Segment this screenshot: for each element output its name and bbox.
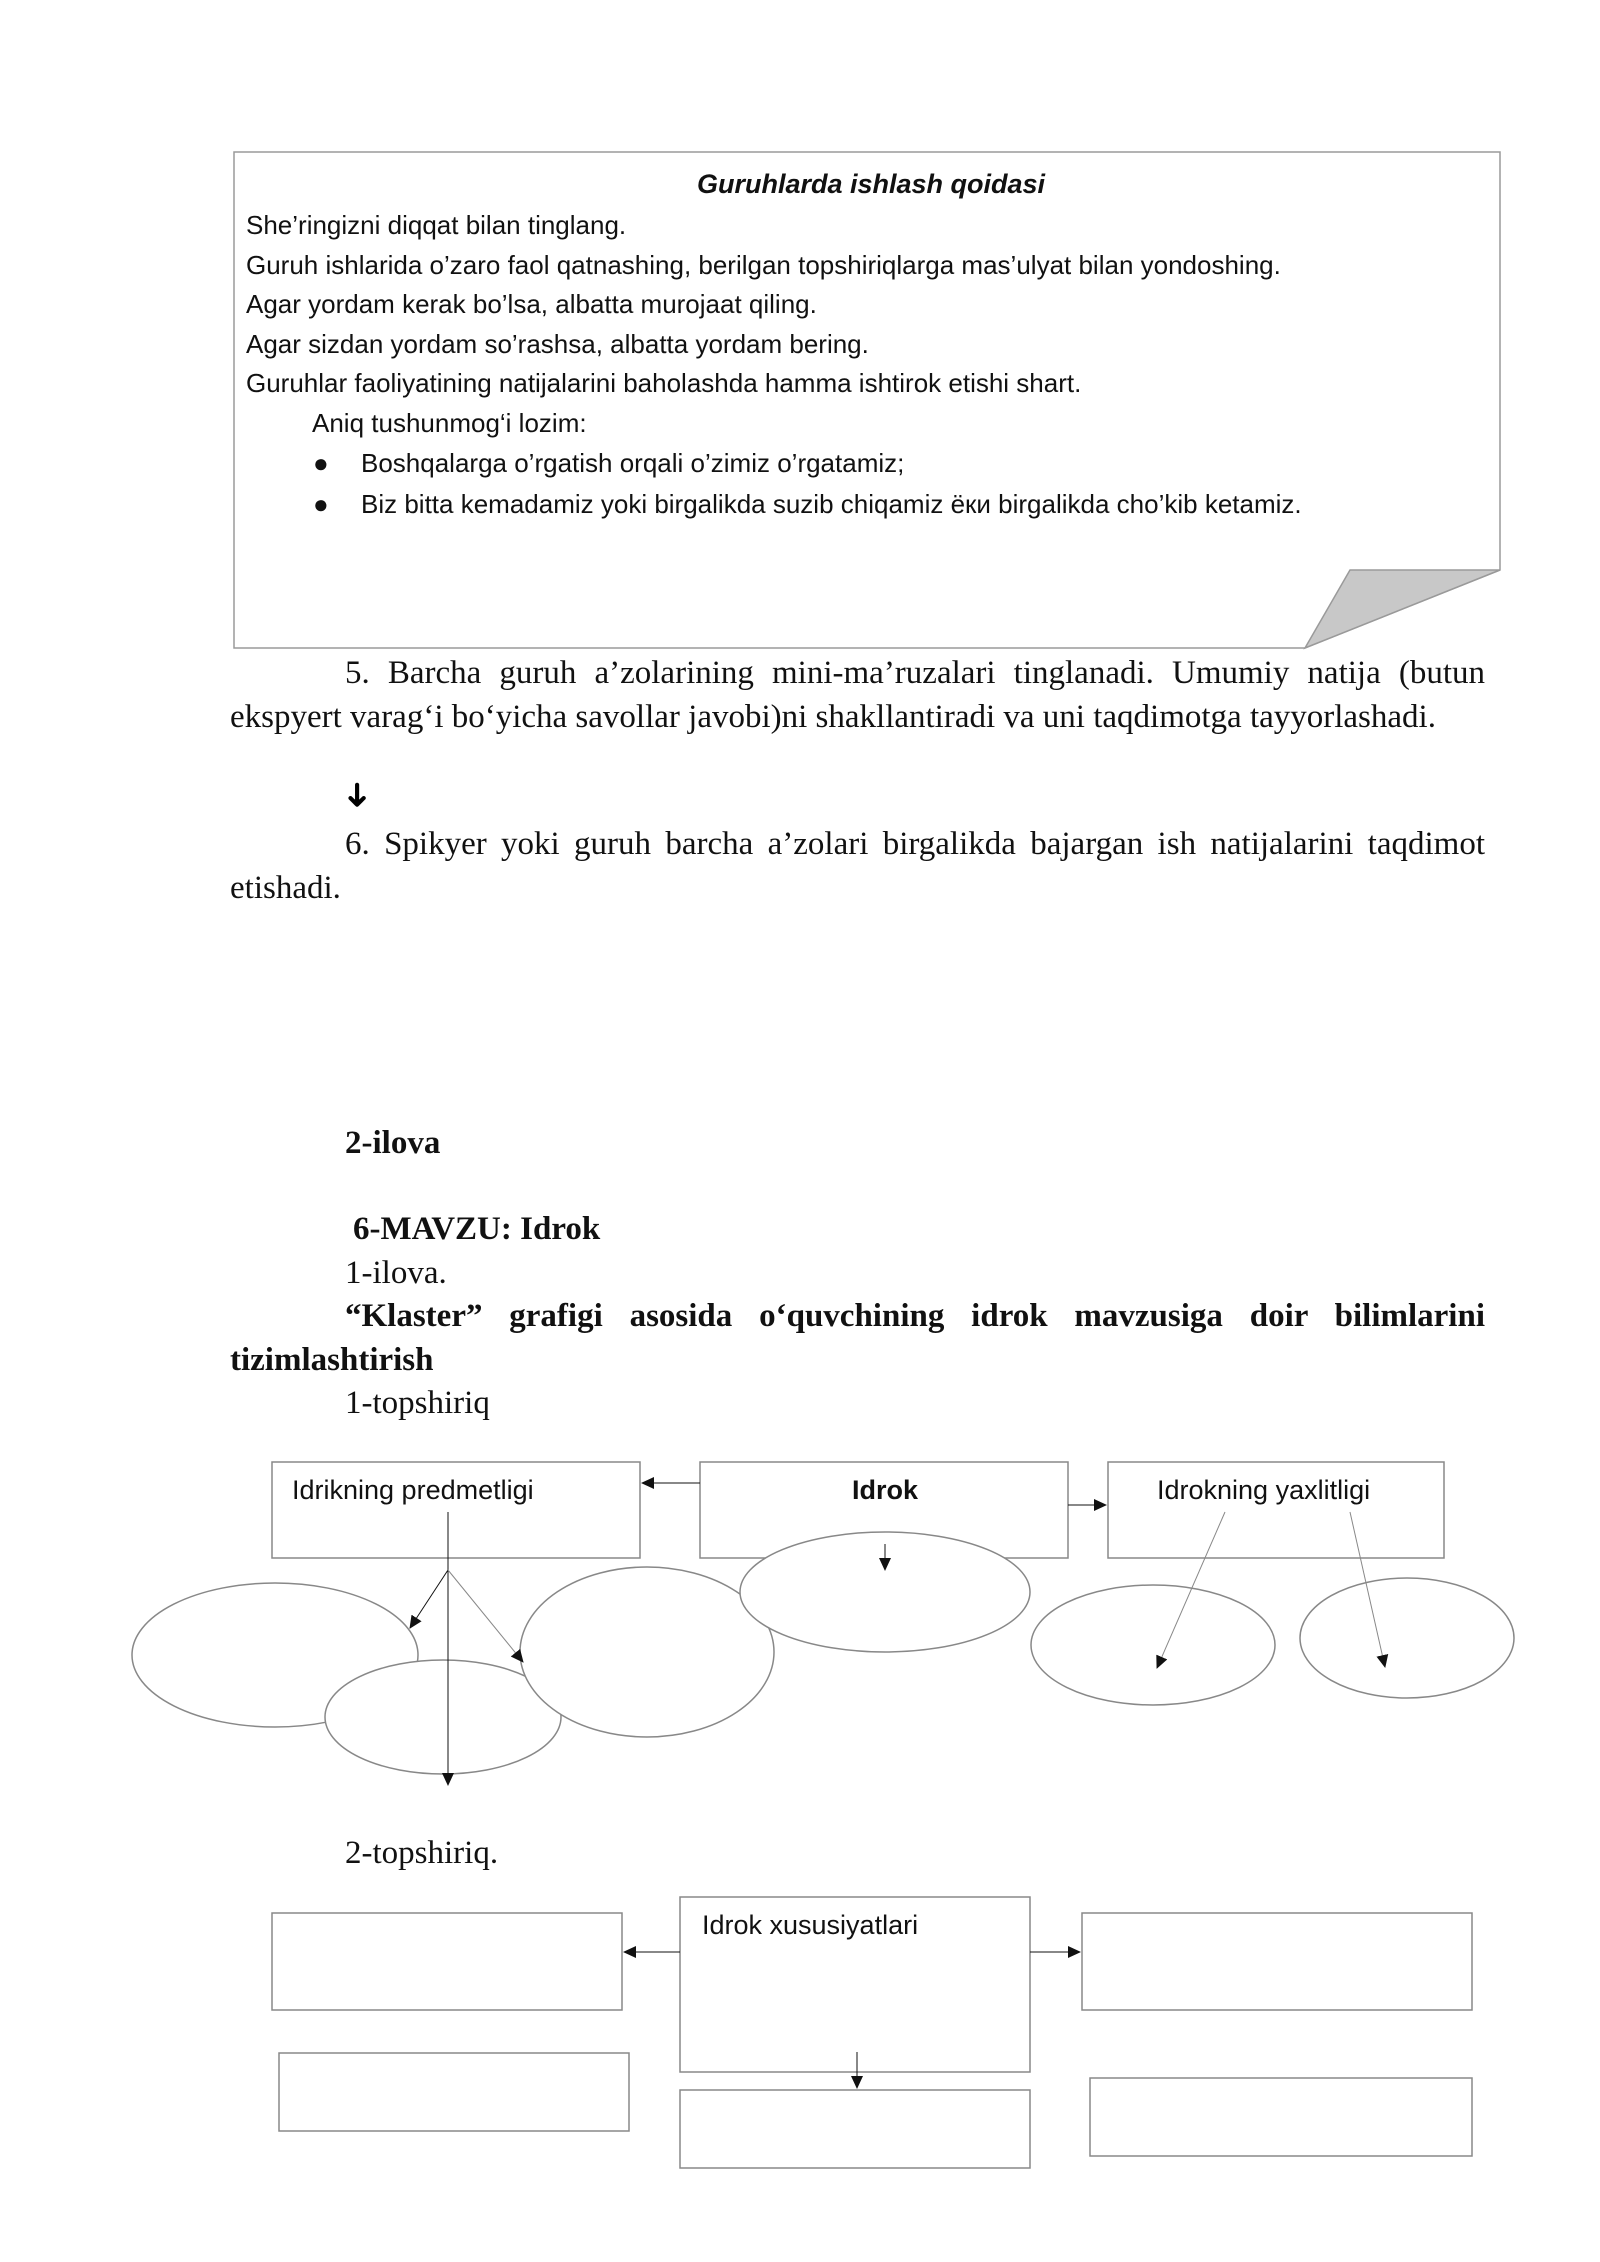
step5-paragraph: [230, 652, 1485, 739]
step5-text: 5. Barcha guruh a’zolarining mini-ma’ruzalari tinglanadi. Umumiy natija (butun ekspyert varag‘i bo‘yicha savollar javobi)ni shakllantiradi va uni taqdimotga tayyorlashadi.: [230, 655, 1485, 735]
task1-box-left-label: Idrikning predmetligi: [292, 1475, 534, 1505]
rules-line-5: Guruhlar faoliyatining natijalarini baholashda hamma ishtirok etishi shart.: [246, 368, 1082, 398]
task2-box-right-top: [1082, 1913, 1472, 2010]
rules-subheading: Aniq tushunmog‘i lozim:: [312, 407, 587, 438]
rules-bullet-list: [246, 443, 1496, 525]
task1-label: 1-topshiriq: [345, 1385, 490, 1421]
task2-box-center-bottom: [680, 2090, 1030, 2168]
arrow-left-to-ellipse1: [410, 1570, 448, 1628]
task1-ellipse-3: [520, 1567, 774, 1737]
step6-text: 6. Spikyer yoki guruh barcha a’zolari birgalikda bajargan ish natijalarini taqdimot etishadi.: [230, 826, 1485, 906]
task1-box-center-label: Idrok: [852, 1475, 919, 1505]
rules-bullet-1: ● Boshqalarga o’rgatish orqali o’zimiz o’rgatamiz;: [246, 443, 1496, 484]
topic-heading: 6-MAVZU: Idrok: [353, 1211, 601, 1247]
rules-line-1: She’ringizni diqqat bilan tinglang.: [246, 210, 627, 240]
task1-ellipse-6: [1300, 1578, 1514, 1698]
task2-box-left-bottom: [279, 2053, 629, 2131]
task1-ellipse-5: [1031, 1585, 1275, 1705]
rules-line-4: Agar sizdan yordam so’rashsa, albatta yordam bering.: [246, 328, 869, 359]
rules-bullet-2: ● Biz bitta kemadamiz yoki birgalikda suzib chiqamiz ёки birgalikda cho’kib ketamiz.: [246, 484, 1496, 525]
arrow-left-to-ellipse3: [448, 1570, 523, 1662]
rules-box-title: Guruhlarda ishlash qoidasi: [696, 169, 1046, 199]
cluster-title: [230, 1295, 1485, 1382]
task2-box-center-label: Idrok xususiyatlari: [702, 1910, 919, 1940]
rules-box: [246, 160, 1496, 630]
bullet-icon: ●: [313, 448, 329, 478]
down-arrow-icon: ➜: [338, 780, 377, 810]
appendix-label: 2-ilova: [345, 1125, 441, 1161]
task2-label: 2-topshiriq.: [345, 1835, 499, 1871]
sub-appendix-label: 1-ilova.: [345, 1255, 447, 1291]
rules-line-2: Guruh ishlarida o’zaro faol qatnashing, berilgan topshiriqlarga mas’ulyat bilan yondoshing.: [246, 249, 1281, 280]
bullet-icon: ●: [313, 489, 329, 519]
task1-box-right-label: Idrokning yaxlitligi: [1157, 1475, 1371, 1505]
task1-diagram: [132, 1462, 1514, 1785]
task2-box-left-top: [272, 1913, 622, 2010]
cluster-title-text: “Klaster” grafigi asosida o‘quvchining idrok mavzusiga doir bilimlarini tizimlashtirish: [230, 1298, 1485, 1378]
step6-paragraph: [230, 823, 1485, 910]
rules-line-3: Agar yordam kerak bo’lsa, albatta murojaat qiling.: [246, 289, 817, 319]
task2-box-right-bottom: [1090, 2078, 1472, 2156]
